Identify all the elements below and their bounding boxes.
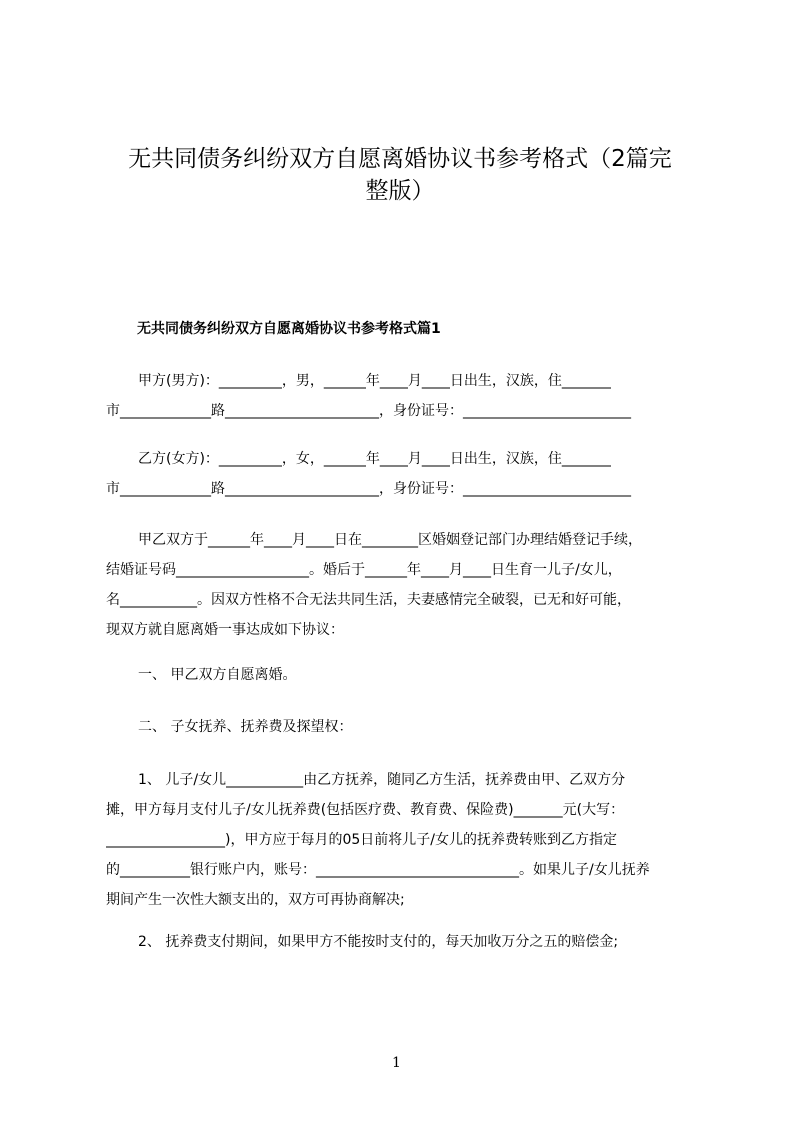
section-heading: 无共同债务纠纷双方自愿离婚协议书参考格式篇1	[137, 321, 441, 337]
party-a-paragraph	[106, 366, 716, 426]
clause-1-paragraph	[106, 660, 716, 690]
item-1-line-1: 1、 儿子/女儿___________由乙方抚养，随同乙方生活，抚养费由甲、乙双方分	[138, 772, 626, 788]
intro-line-3: 名___________。因双方性格不合无法共同生活，夫妻感情完全破裂，已无和好可能，	[106, 592, 631, 608]
item-1-line-2: 摊，甲方每月支付儿子/女儿抚养费(包括医疗费、教育费、保险费)_______元(大写：	[106, 802, 625, 818]
marriage-intro-paragraph	[106, 525, 716, 645]
party-a-line-1: 甲方(男方)：_________，男，______年____月____日出生，汉族，住_______	[138, 373, 611, 389]
item-1-line-3: _________________)，甲方应于每月的05日前将儿子/女儿的抚养费转账到乙方指定	[106, 832, 617, 848]
party-b-paragraph	[106, 444, 716, 504]
item-1-paragraph	[106, 765, 716, 915]
document-title-line-1: 无共同债务纠纷双方自愿离婚协议书参考格式（2篇完	[128, 146, 672, 172]
document-title-line-2: 整版）	[365, 178, 435, 204]
clause-2-paragraph	[106, 712, 716, 742]
intro-line-1: 甲乙双方于______年____月____日在________区婚姻登记部门办理结婚登记手续，	[138, 532, 642, 548]
item-1-line-4: 的__________银行账户内，账号：_____________________________。如果儿子/女儿抚养	[106, 862, 650, 878]
party-a-line-2: 市_____________路______________________，身份证号：________________________	[106, 403, 631, 419]
page-number: 1	[392, 1055, 401, 1071]
item-2-paragraph	[106, 927, 716, 957]
document-title	[100, 143, 700, 207]
item-2: 2、 抚养费支付期间，如果甲方不能按时支付的，每天加收万分之五的赔偿金;	[138, 934, 619, 950]
item-1-line-5: 期间产生一次性大额支出的，双方可再协商解决;	[106, 892, 405, 908]
party-b-line-1: 乙方(女方)：_________，女，______年____月____日出生，汉族，住_______	[138, 451, 611, 467]
intro-line-2: 结婚证号码___________________。婚后于______年____月____日生育一儿子/女儿，	[106, 562, 622, 578]
party-b-line-2: 市_____________路______________________，身份证号：________________________	[106, 481, 631, 497]
intro-line-4: 现双方就自愿离婚一事达成如下协议：	[106, 622, 344, 638]
clause-1: 一、 甲乙双方自愿离婚。	[138, 667, 297, 683]
clause-2: 二、 子女抚养、抚养费及探望权：	[138, 719, 353, 735]
